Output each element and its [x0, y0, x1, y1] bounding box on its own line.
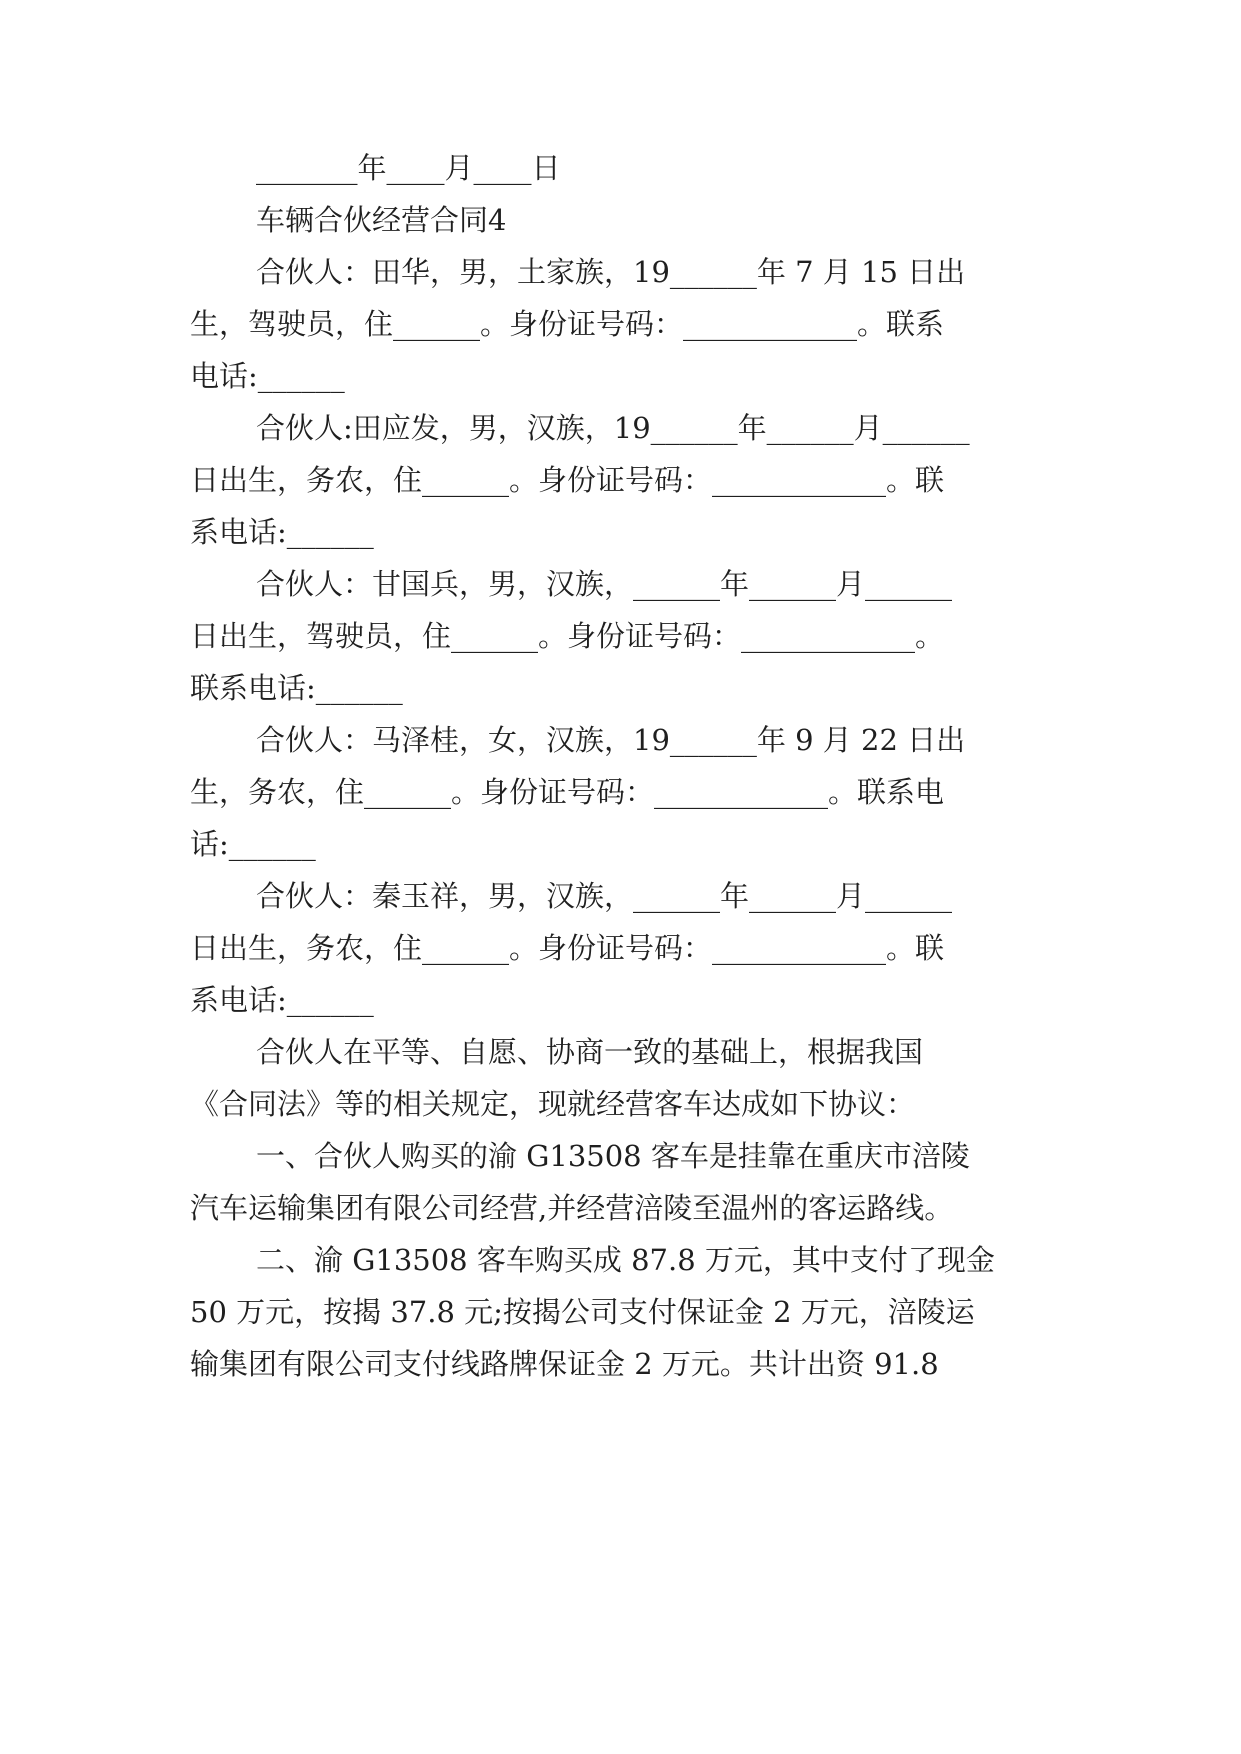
partner-2-line-2: 日出生，务农，住______。身份证号码：____________。联	[190, 463, 945, 497]
partner-3-line-3: 联系电话:______	[190, 671, 403, 705]
partner-3-line-1: 合伙人：甘国兵，男，汉族，______年______月______	[256, 567, 953, 601]
partner-2-line-3: 系电话:______	[190, 515, 374, 549]
clause-1-line-2: 汽车运输集团有限公司经营,并经营涪陵至温州的客运路线。	[190, 1191, 954, 1225]
partner-5-line-1: 合伙人：秦玉祥，男，汉族，______年______月______	[256, 879, 953, 913]
partner-4-line-1: 合伙人：马泽桂，女，汉族，19______年 9 月 22 日出	[256, 723, 966, 757]
preamble-line-1: 合伙人在平等、自愿、协商一致的基础上，根据我国	[256, 1035, 924, 1069]
partner-1-line-1: 合伙人：田华，男，土家族，19______年 7 月 15 日出	[256, 255, 966, 289]
partner-1-line-3: 电话:______	[190, 359, 345, 393]
clause-2-line-3: 输集团有限公司支付线路牌保证金 2 万元。共计出资 91.8	[190, 1347, 939, 1381]
partner-2-line-1: 合伙人:田应发，男，汉族，19______年______月______	[256, 411, 970, 445]
partner-1-line-2: 生，驾驶员，住______。身份证号码：____________。联系	[190, 307, 945, 341]
clause-1-line-1: 一、合伙人购买的渝 G13508 客车是挂靠在重庆市涪陵	[256, 1139, 970, 1173]
partner-4-line-2: 生，务农，住______。身份证号码：____________。联系电	[190, 775, 945, 809]
partner-5-line-3: 系电话:______	[190, 983, 374, 1017]
contract-title: 车辆合伙经营合同4	[256, 203, 507, 237]
preamble-line-2: 《合同法》等的相关规定，现就经营客车达成如下协议：	[190, 1087, 916, 1121]
partner-3-line-2: 日出生，驾驶员，住______。身份证号码：____________。	[190, 619, 945, 653]
partner-4-line-3: 话:______	[190, 827, 316, 861]
clause-2-line-1: 二、渝 G13508 客车购买成 87.8 万元，其中支付了现金	[256, 1243, 995, 1277]
partner-5-line-2: 日出生，务农，住______。身份证号码：____________。联	[190, 931, 945, 965]
clause-2-line-2: 50 万元，按揭 37.8 元;按揭公司支付保证金 2 万元，涪陵运	[190, 1295, 975, 1329]
date-line: _______年____月____日	[256, 151, 561, 185]
